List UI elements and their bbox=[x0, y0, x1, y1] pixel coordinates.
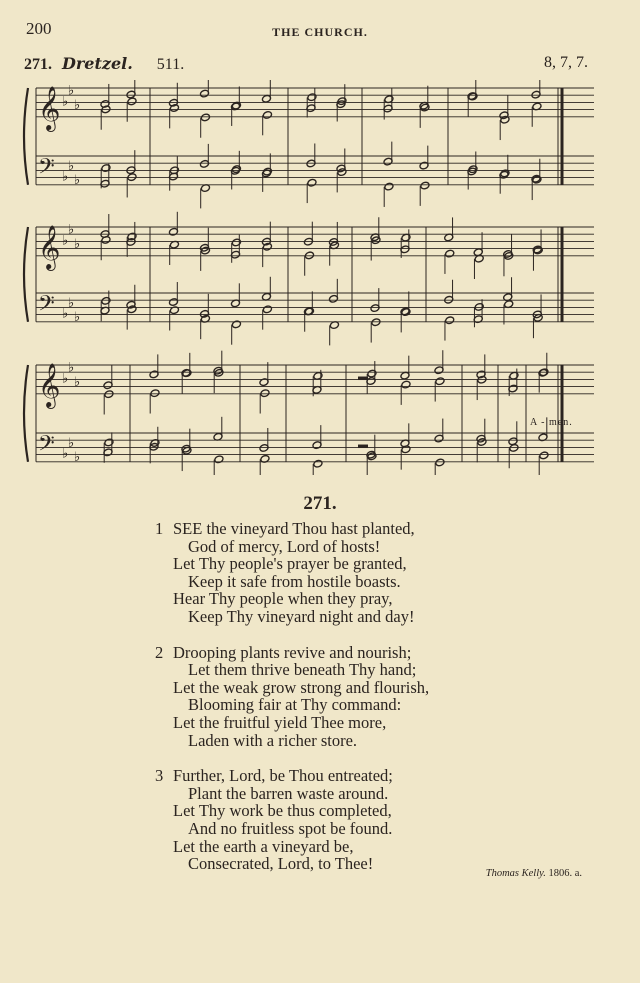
verse-line-text: Drooping plants revive and nourish; bbox=[173, 642, 412, 662]
verse-line: Hear Thy people when they pray, bbox=[173, 589, 393, 609]
stanza bbox=[155, 644, 429, 750]
note-head bbox=[509, 371, 519, 380]
note-head bbox=[200, 113, 210, 122]
note-head bbox=[445, 249, 455, 258]
note-head bbox=[313, 459, 323, 468]
verse-line: Let the weak grow strong and flourish, bbox=[173, 677, 430, 697]
note-head bbox=[435, 377, 445, 386]
flat-icon: ♭ bbox=[62, 446, 69, 462]
rest-icon bbox=[358, 445, 368, 449]
note-head bbox=[262, 111, 272, 120]
verse-line: Consecrated, Lord, to Thee! bbox=[188, 854, 374, 874]
verse-line: God of mercy, Lord of hosts! bbox=[188, 536, 381, 556]
note-head bbox=[435, 458, 445, 467]
note-head bbox=[169, 104, 179, 113]
bass-staff bbox=[36, 417, 594, 475]
verse-line: Laden with a richer store. bbox=[188, 730, 358, 750]
flat-icon: ♭ bbox=[74, 375, 81, 390]
note-head bbox=[231, 165, 241, 174]
verse-line-text: Further, Lord, be Thou entreated; bbox=[173, 766, 393, 786]
page-number: 200 bbox=[26, 19, 52, 38]
flat-icon: ♭ bbox=[74, 173, 81, 189]
verse-line: Plant the barren waste around. bbox=[188, 783, 389, 803]
tune-meter: 8, 7, 7. bbox=[544, 54, 588, 71]
verse-line: Keep Thy vineyard night and day! bbox=[188, 606, 415, 626]
music-score bbox=[0, 80, 640, 475]
note-head bbox=[101, 164, 111, 173]
note-head bbox=[150, 389, 160, 398]
verse-line bbox=[155, 520, 429, 538]
treble-clef-icon: 𝄞 bbox=[38, 362, 61, 407]
note-head bbox=[214, 368, 224, 377]
verse-line-text: SEE the vineyard Thou hast planted, bbox=[173, 519, 415, 538]
note-head bbox=[127, 97, 137, 106]
note-head bbox=[104, 438, 114, 447]
attribution bbox=[486, 868, 582, 879]
note-head bbox=[262, 242, 272, 251]
running-head: THE CHURCH. bbox=[272, 25, 368, 39]
music-system bbox=[24, 212, 594, 346]
verse-line: Keep it safe from hostile boasts. bbox=[188, 571, 401, 591]
note-head bbox=[260, 389, 270, 398]
flat-icon: ♭ bbox=[62, 306, 69, 322]
note-head bbox=[262, 167, 272, 176]
music-system bbox=[24, 350, 594, 475]
bass-staff bbox=[36, 277, 594, 346]
treble-staff bbox=[36, 80, 594, 140]
note-head bbox=[401, 380, 411, 389]
verse-number: 2 bbox=[155, 642, 164, 662]
note-head bbox=[231, 320, 241, 329]
flat-icon: ♭ bbox=[62, 169, 69, 185]
bass-staff bbox=[36, 142, 594, 209]
tune-name: Dretzel. bbox=[62, 54, 133, 73]
flat-icon: ♭ bbox=[68, 435, 75, 451]
note-head bbox=[367, 369, 377, 378]
treble-staff bbox=[36, 212, 594, 279]
bass-clef-icon: 𝄢 bbox=[38, 154, 55, 185]
stanza bbox=[155, 520, 429, 626]
note-head bbox=[307, 178, 317, 187]
flat-icon: ♭ bbox=[62, 94, 69, 110]
flat-icon: ♭ bbox=[74, 237, 81, 252]
note-head bbox=[474, 303, 484, 312]
verse-line: Let the earth a vineyard be, bbox=[173, 836, 354, 856]
note-head bbox=[307, 93, 317, 102]
music-system bbox=[24, 80, 594, 208]
hymn-number: 271. bbox=[303, 493, 337, 514]
verse-line: Let them thrive beneath Thy hand; bbox=[188, 660, 417, 680]
note-head bbox=[127, 232, 137, 241]
hymn-text bbox=[155, 520, 429, 891]
year: 1806. a. bbox=[548, 868, 582, 879]
treble-clef-icon: 𝄞 bbox=[38, 85, 61, 130]
verse-line bbox=[155, 644, 429, 662]
amen-lyric: A - men. bbox=[530, 417, 573, 428]
treble-clef-icon: 𝄞 bbox=[38, 224, 61, 269]
tune-number: 511. bbox=[156, 56, 185, 73]
tune-hymn-number: 271. bbox=[24, 56, 52, 73]
note-head bbox=[127, 173, 137, 182]
note-head bbox=[262, 305, 272, 314]
flat-icon: ♭ bbox=[62, 371, 69, 387]
rest-icon bbox=[358, 377, 368, 381]
note-head bbox=[539, 451, 549, 460]
flat-icon: ♭ bbox=[68, 222, 75, 238]
flat-icon: ♭ bbox=[74, 310, 81, 326]
flat-icon: ♭ bbox=[68, 360, 75, 376]
treble-staff bbox=[36, 350, 594, 414]
note-head bbox=[101, 297, 111, 306]
author: Thomas Kelly. bbox=[485, 868, 546, 879]
verse-line: Let the fruitful yield Thee more, bbox=[173, 712, 387, 732]
verse-line: And no fruitless spot be found. bbox=[188, 818, 393, 838]
flat-icon: ♭ bbox=[74, 450, 81, 466]
verse-number: 3 bbox=[155, 766, 164, 786]
bass-clef-icon: 𝄢 bbox=[38, 431, 55, 462]
stanza bbox=[155, 767, 429, 873]
flat-icon: ♭ bbox=[68, 83, 75, 99]
note-head bbox=[127, 305, 137, 314]
note-head bbox=[384, 182, 394, 191]
verse-line: Blooming fair at Thy command: bbox=[188, 695, 402, 715]
flat-icon: ♭ bbox=[74, 98, 81, 113]
verse-line: Let Thy people's prayer be granted, bbox=[173, 554, 407, 574]
note-head bbox=[420, 103, 430, 112]
tune-header bbox=[24, 54, 588, 76]
verse-line bbox=[155, 767, 429, 785]
flat-icon: ♭ bbox=[68, 158, 75, 174]
flat-icon: ♭ bbox=[68, 295, 75, 311]
bass-clef-icon: 𝄢 bbox=[38, 291, 55, 322]
note-head bbox=[214, 455, 224, 464]
verse-number: 1 bbox=[155, 519, 164, 538]
note-head bbox=[231, 238, 241, 247]
verse-line: Let Thy work be thus completed, bbox=[173, 801, 392, 821]
note-head bbox=[445, 316, 455, 325]
flat-icon: ♭ bbox=[62, 233, 69, 249]
note-head bbox=[420, 181, 430, 190]
